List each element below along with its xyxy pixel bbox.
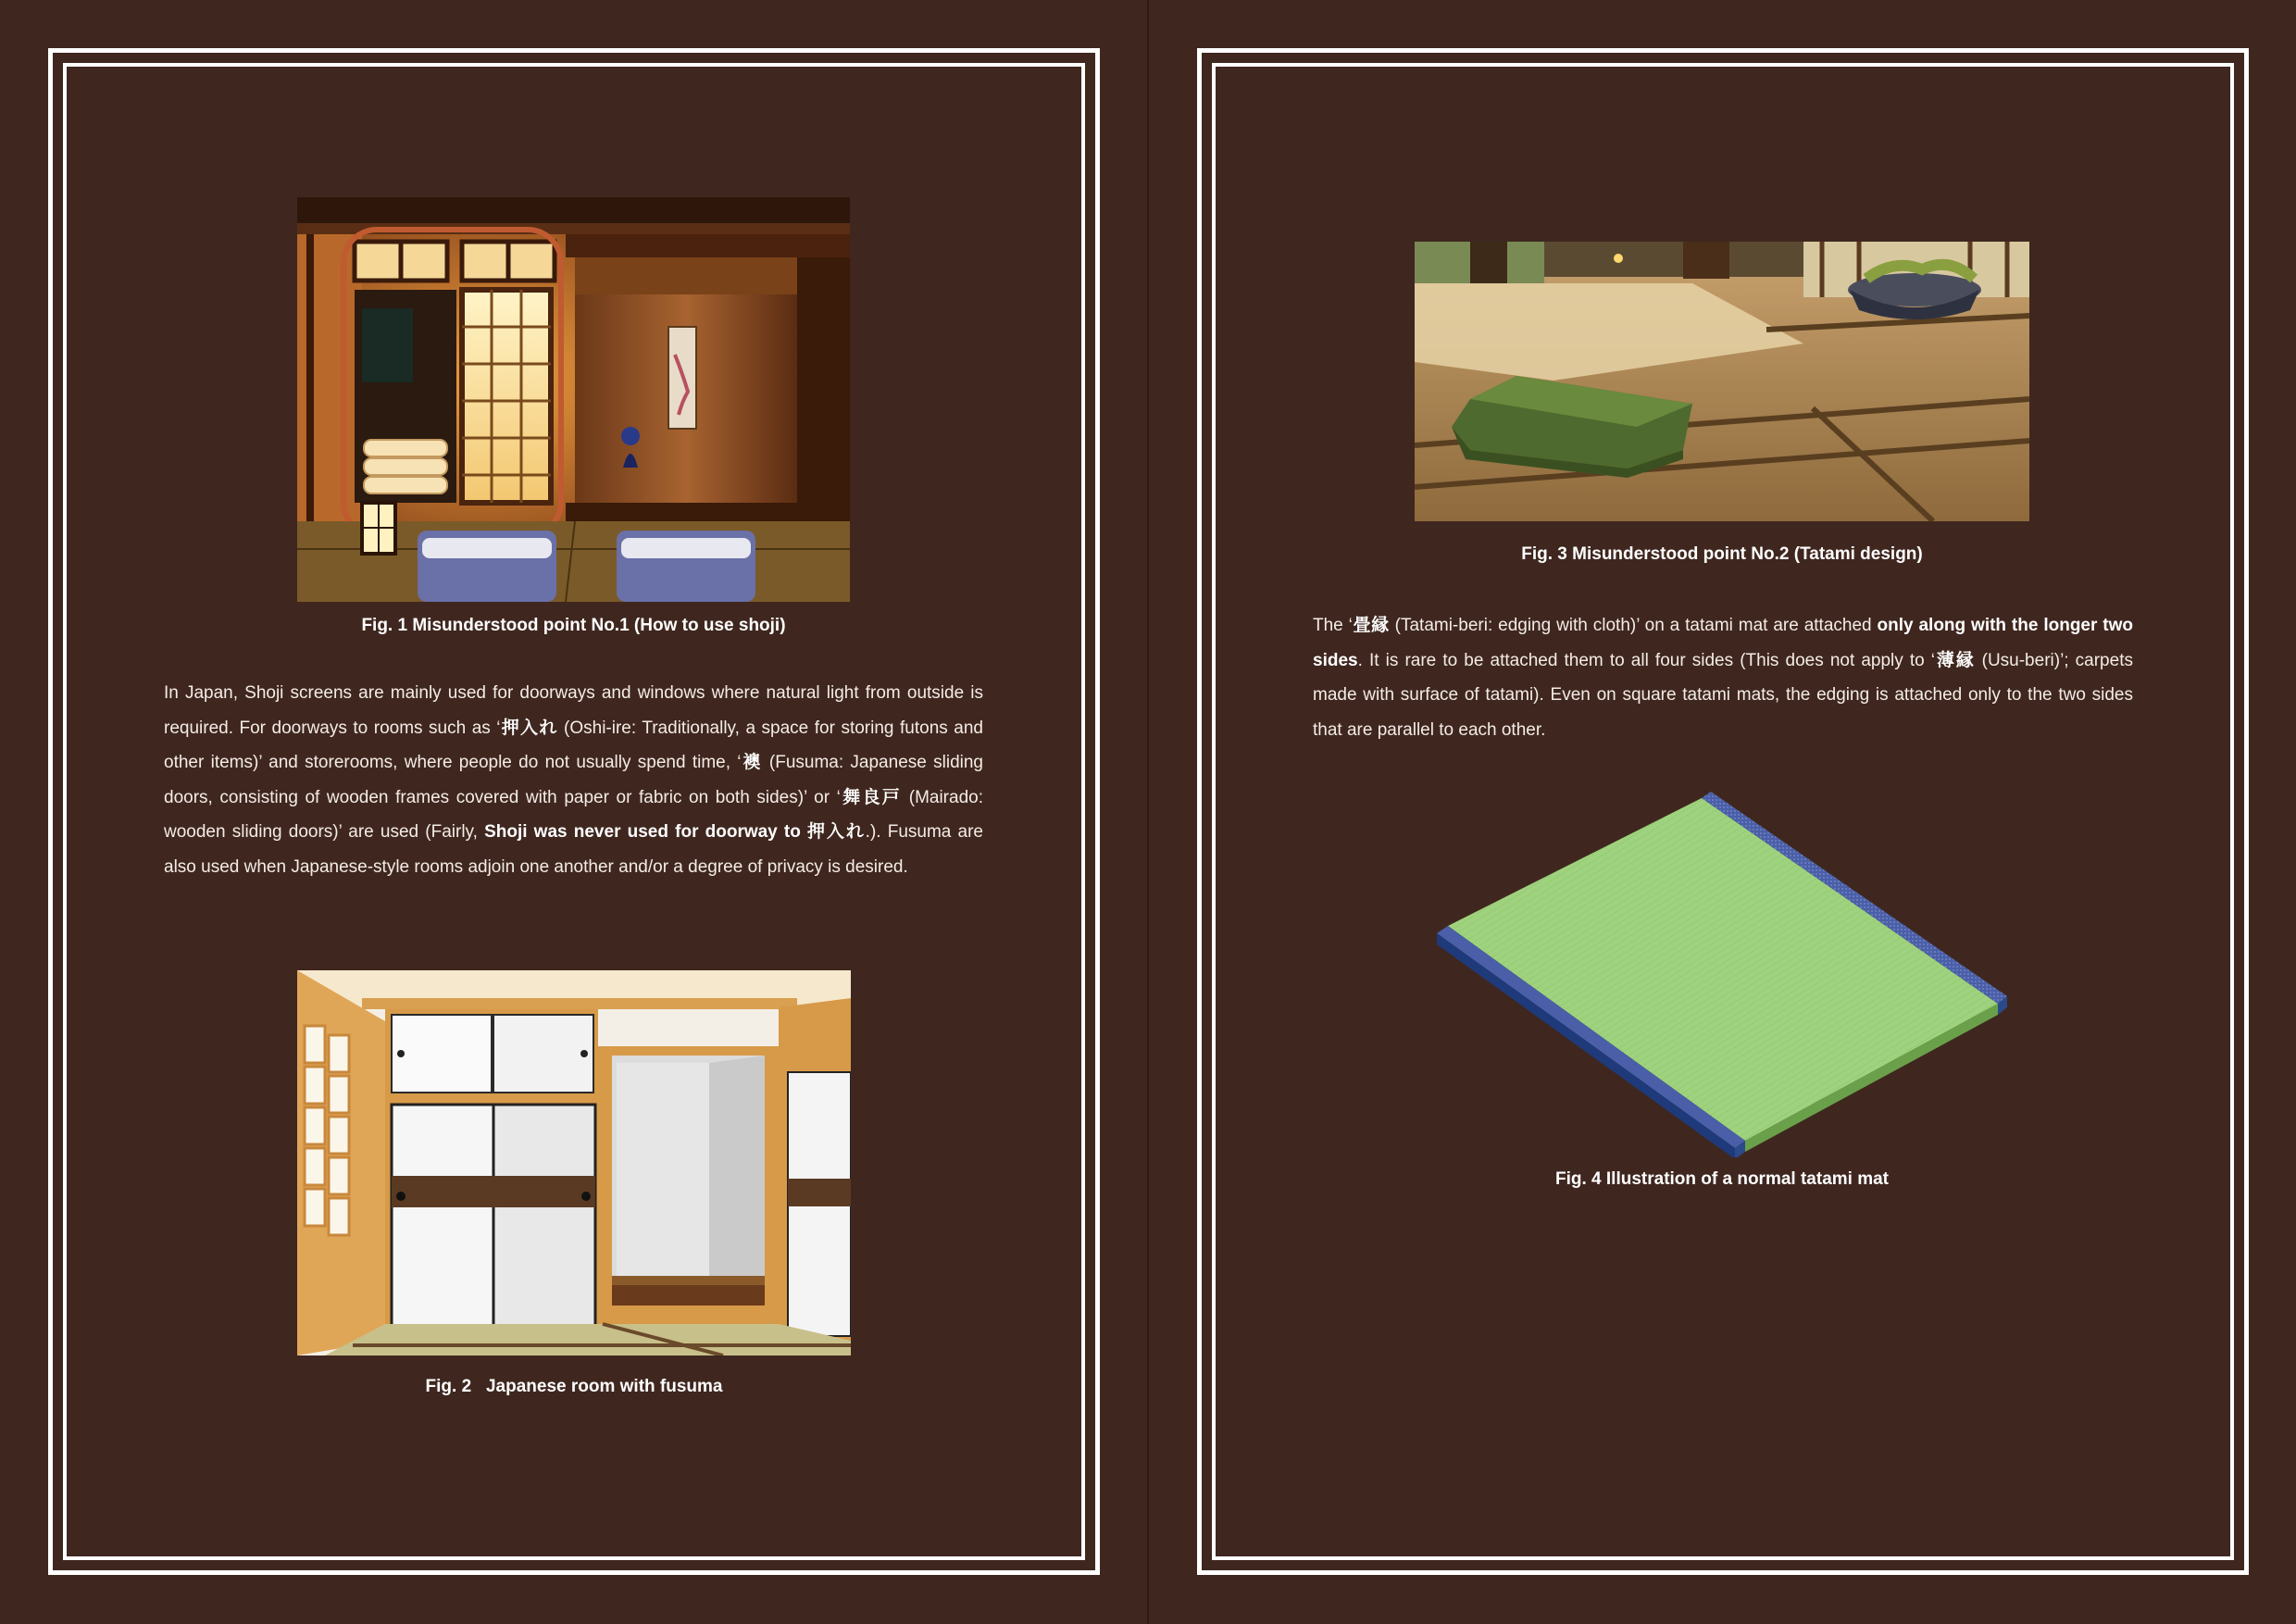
tatami-beri-kanji: 畳縁: [1352, 616, 1390, 635]
fig3-tatami-room-image: [1415, 242, 2029, 521]
usuberi-kanji: 薄縁: [1935, 650, 1976, 670]
left-para-part-1: In Japan, Shoji screens are mainly used for doorways and windows where natural light from outside is required. For doorways to rooms such as ‘: [164, 683, 983, 738]
left-para-part-5: (Fusuma: Japanese sliding doors, consisting of wooden frames covered with paper or fabric on both sides)’ or ‘: [164, 753, 983, 807]
oshiire-kanji: 押入れ: [500, 718, 558, 738]
fig2-caption: Fig. 2 Japanese room with fusuma: [425, 1377, 723, 1396]
fig3-caption: Fig. 3 Misunderstood point No.2 (Tatami design): [1521, 544, 1923, 564]
fig1-shoji-room-image: [297, 197, 850, 602]
fig1-caption: Fig. 1 Misunderstood point No.1 (How to use shoji): [361, 616, 786, 635]
mairado-kanji: 舞良戸: [840, 787, 903, 807]
left-body-paragraph: [164, 676, 983, 884]
right-body-paragraph: [1313, 608, 2133, 747]
edging-emphasis: only along with the longer two sides: [1313, 616, 2133, 670]
right-para-part-5: . It is rare to be attached them to all four sides (This does not apply to ‘: [1357, 650, 1936, 670]
fusuma-kanji: 襖: [741, 753, 763, 772]
shoji-emphasis: Shoji was never used for doorway to 押入れ: [484, 822, 866, 842]
fig4-caption: Fig. 4 Illustration of a normal tatami mat: [1555, 1169, 1889, 1189]
left-para-part-7: (Mairado: wooden sliding doors)’ are used (Fairly,: [164, 787, 983, 842]
left-para-part-9: .). Fusuma are also used when Japanese-style rooms adjoin one another and/or a degree of privacy is desired.: [164, 822, 983, 877]
right-para-part-1: The ‘: [1313, 616, 1353, 635]
fig2-fusuma-room-image: [297, 970, 851, 1355]
right-para-part-7: (Usu-beri)’; carpets made with surface of tatami). Even on square tatami mats, the edging is attached only to the two sides that are parallel to each other.: [1313, 650, 2133, 740]
right-page: [1148, 0, 2296, 1624]
right-para-part-3: (Tatami-beri: edging with cloth)’ on a tatami mat are attached: [1389, 616, 1878, 635]
left-para-part-3: (Oshi-ire: Traditionally, a space for storing futons and other items)’ and storerooms, where people do not usually spend time, ‘: [164, 718, 983, 772]
fig4-tatami-mat-illustration: [1407, 787, 2037, 1157]
